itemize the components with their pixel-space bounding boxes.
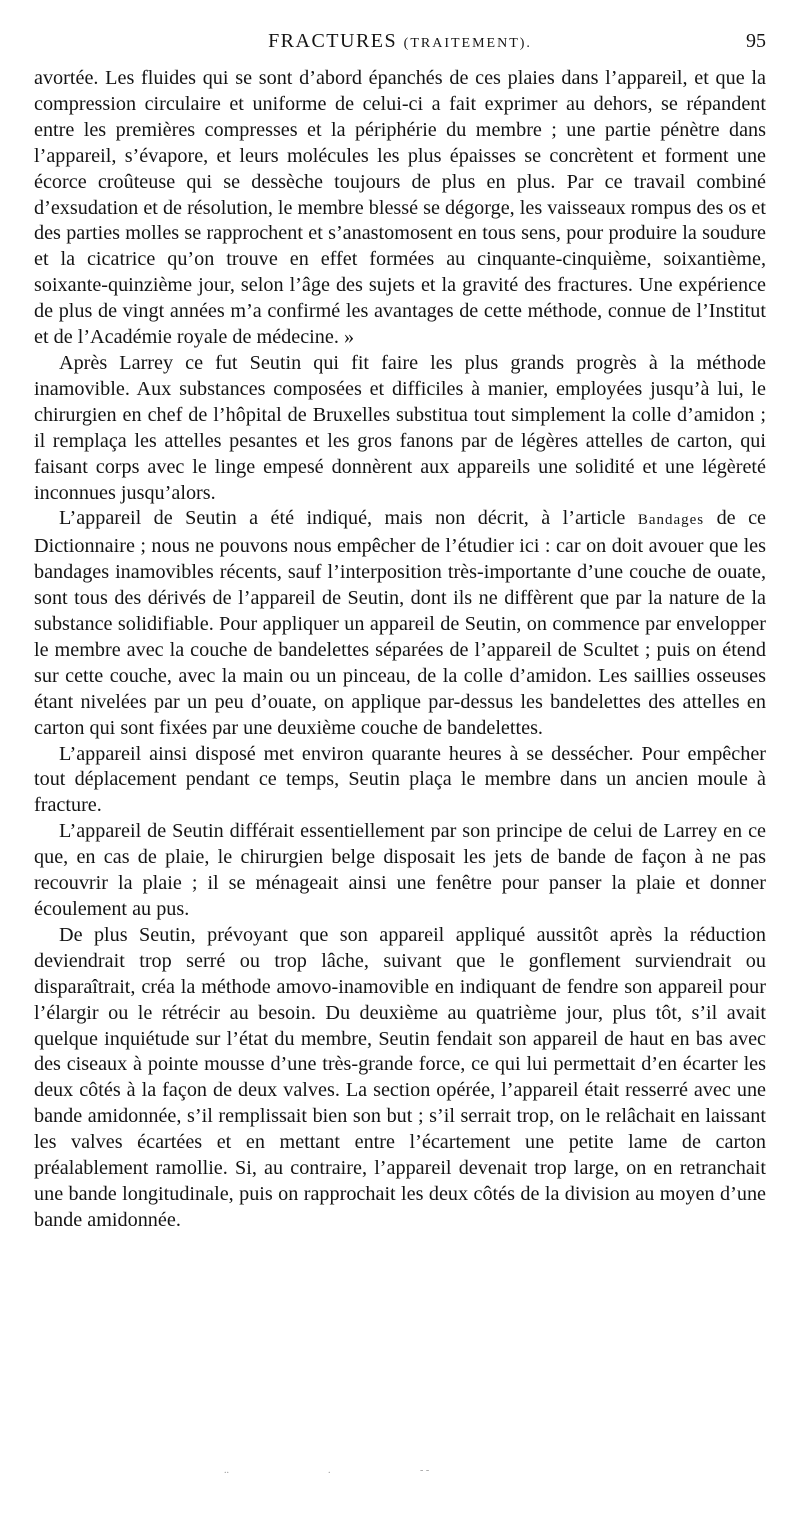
running-head [34,30,766,60]
running-title-main: FRACTURES [268,30,398,52]
book-page [34,0,766,1516]
footer-mark: - - [420,1465,430,1476]
body-text [34,66,766,1234]
paragraph-seutin-progress: Après Larrey ce fut Seutin qui fit faire les plus grands progrès à la méthode inamovible. Aux substances composées et difficiles à manier, employées jusqu’à lui, le chirurgien en chef de l’hôpital de Bruxelles substitua tout simplement la colle d’amidon ; il remplaça les attelles pesantes et les gros fanons par de légères attelles de carton, qui faisant corps avec le linge empesé donnèrent aux appareils une solidité et une légèreté inconnues jusqu’alors. [34,351,766,504]
running-title-subtitle: (TRAITEMENT). [403,36,532,51]
paragraph-continuation: avortée. Les fluides qui se sont d’abord épanchés de ces plaies dans l’appareil, et que la compression circulaire et uniforme de celui-ci a fait exprimer au dehors, se répandent entre les premières compresses et la périphérie du membre ; une partie pénètre dans l’appareil, s’évapore, et leurs molécules les plus épaisses se concrètent et forment une écorce croûteuse qui se dessèche toujours de plus en plus. Par ce travail combiné d’exsudation et de résolution, le membre blessé se dégorge, les vaisseaux rompus des os et des parties molles se rapprochent et s’anastomosent en tous sens, pour produire la soudure et la cicatrice qu’on trouve en effet formées au cinquante-cinquième, soixantième, soixante-quinzième jour, selon l’âge des sujets et la gravité des fractures. Une expérience de plus de vingt années m’a confirmé les avantages de cette méthode, connue de l’Institut et de l’Académie royale de médecine. » [34,67,766,349]
footer-mark: . [328,1465,331,1476]
cross-reference-bandages: Bandages [637,512,705,529]
running-title [34,30,766,53]
paragraph-seutin-apparatus [34,506,766,741]
paragraph-amovo-inamovible: De plus Seutin, prévoyant que son appareil appliqué aussitôt après la réduction deviendrait trop serré ou trop lâche, suivant que le gonflement surviendrait ou disparaîtrait, créa la méthode amovo-inamovible en indiquant de fendre son appareil pour l’élargir ou le rétrécir au besoin. Du deuxième au quatrième jour, plus tôt, s’il avait quelque inquiétude sur l’état du membre, Seutin fendait son appareil de haut en bas avec des ciseaux à pointe mousse d’une très-grande force, ce qui lui permettait d’en écarter les deux côtés à la façon de deux valves. La section opérée, l’appareil était resserré avec une bande amidonnée, s’il remplissait bien son but ; s’il serrait trop, on le relâchait en laissant les valves écartées et en mettant entre l’écartement une petite lame de carton préalablement ramollie. Si, au contraire, l’appareil devenait trop large, on en retranchait une bande longitudinale, puis on rapprochait les deux côtés de la division au moyen d’une bande amidonnée. [34,923,766,1231]
page-number: 95 [746,30,766,52]
paragraph-window: L’appareil de Seutin différait essentiellement par son principe de celui de Larrey en ce que, en cas de plaie, le chirurgien belge disposait les jets de bande de façon à ne pas recouvrir la plaie ; il se ménageait ainsi une fenêtre pour panser la plaie et donner écoulement au pus. [34,820,766,920]
footer-marks [224,1465,484,1475]
paragraph-text: L’appareil de Seutin a été indiqué, mais non décrit, à l’article [59,507,638,530]
paragraph-drying: L’appareil ainsi disposé met environ quarante heures à se dessécher. Pour empêcher tout déplacement pendant ce temps, Seutin plaça le membre dans un ancien moule à fracture. [34,742,766,817]
paragraph-text: de ce Dictionnaire ; nous ne pouvons nous empêcher de l’étudier ici : car on doit avouer que les bandages inamovibles récents, sauf l’interposition très-importante d’une couche de ouate, sont tous des dérivés de l’appareil de Seutin, dont ils ne diffèrent que par la nature de la substance solidifiable. Pour appliquer un appareil de Seutin, on commence par envelopper le membre avec la couche de bandelettes séparées de l’appareil de Scultet ; puis on étend sur cette couche, avec la main ou un pinceau, de la colle d’amidon. Les saillies osseuses étant nivelées par un peu d’ouate, on applique par-dessus les bandelettes des attelles en carton qui sont fixées par une deuxième couche de bandelettes. [34,507,766,739]
footer-mark: .. [224,1465,229,1476]
